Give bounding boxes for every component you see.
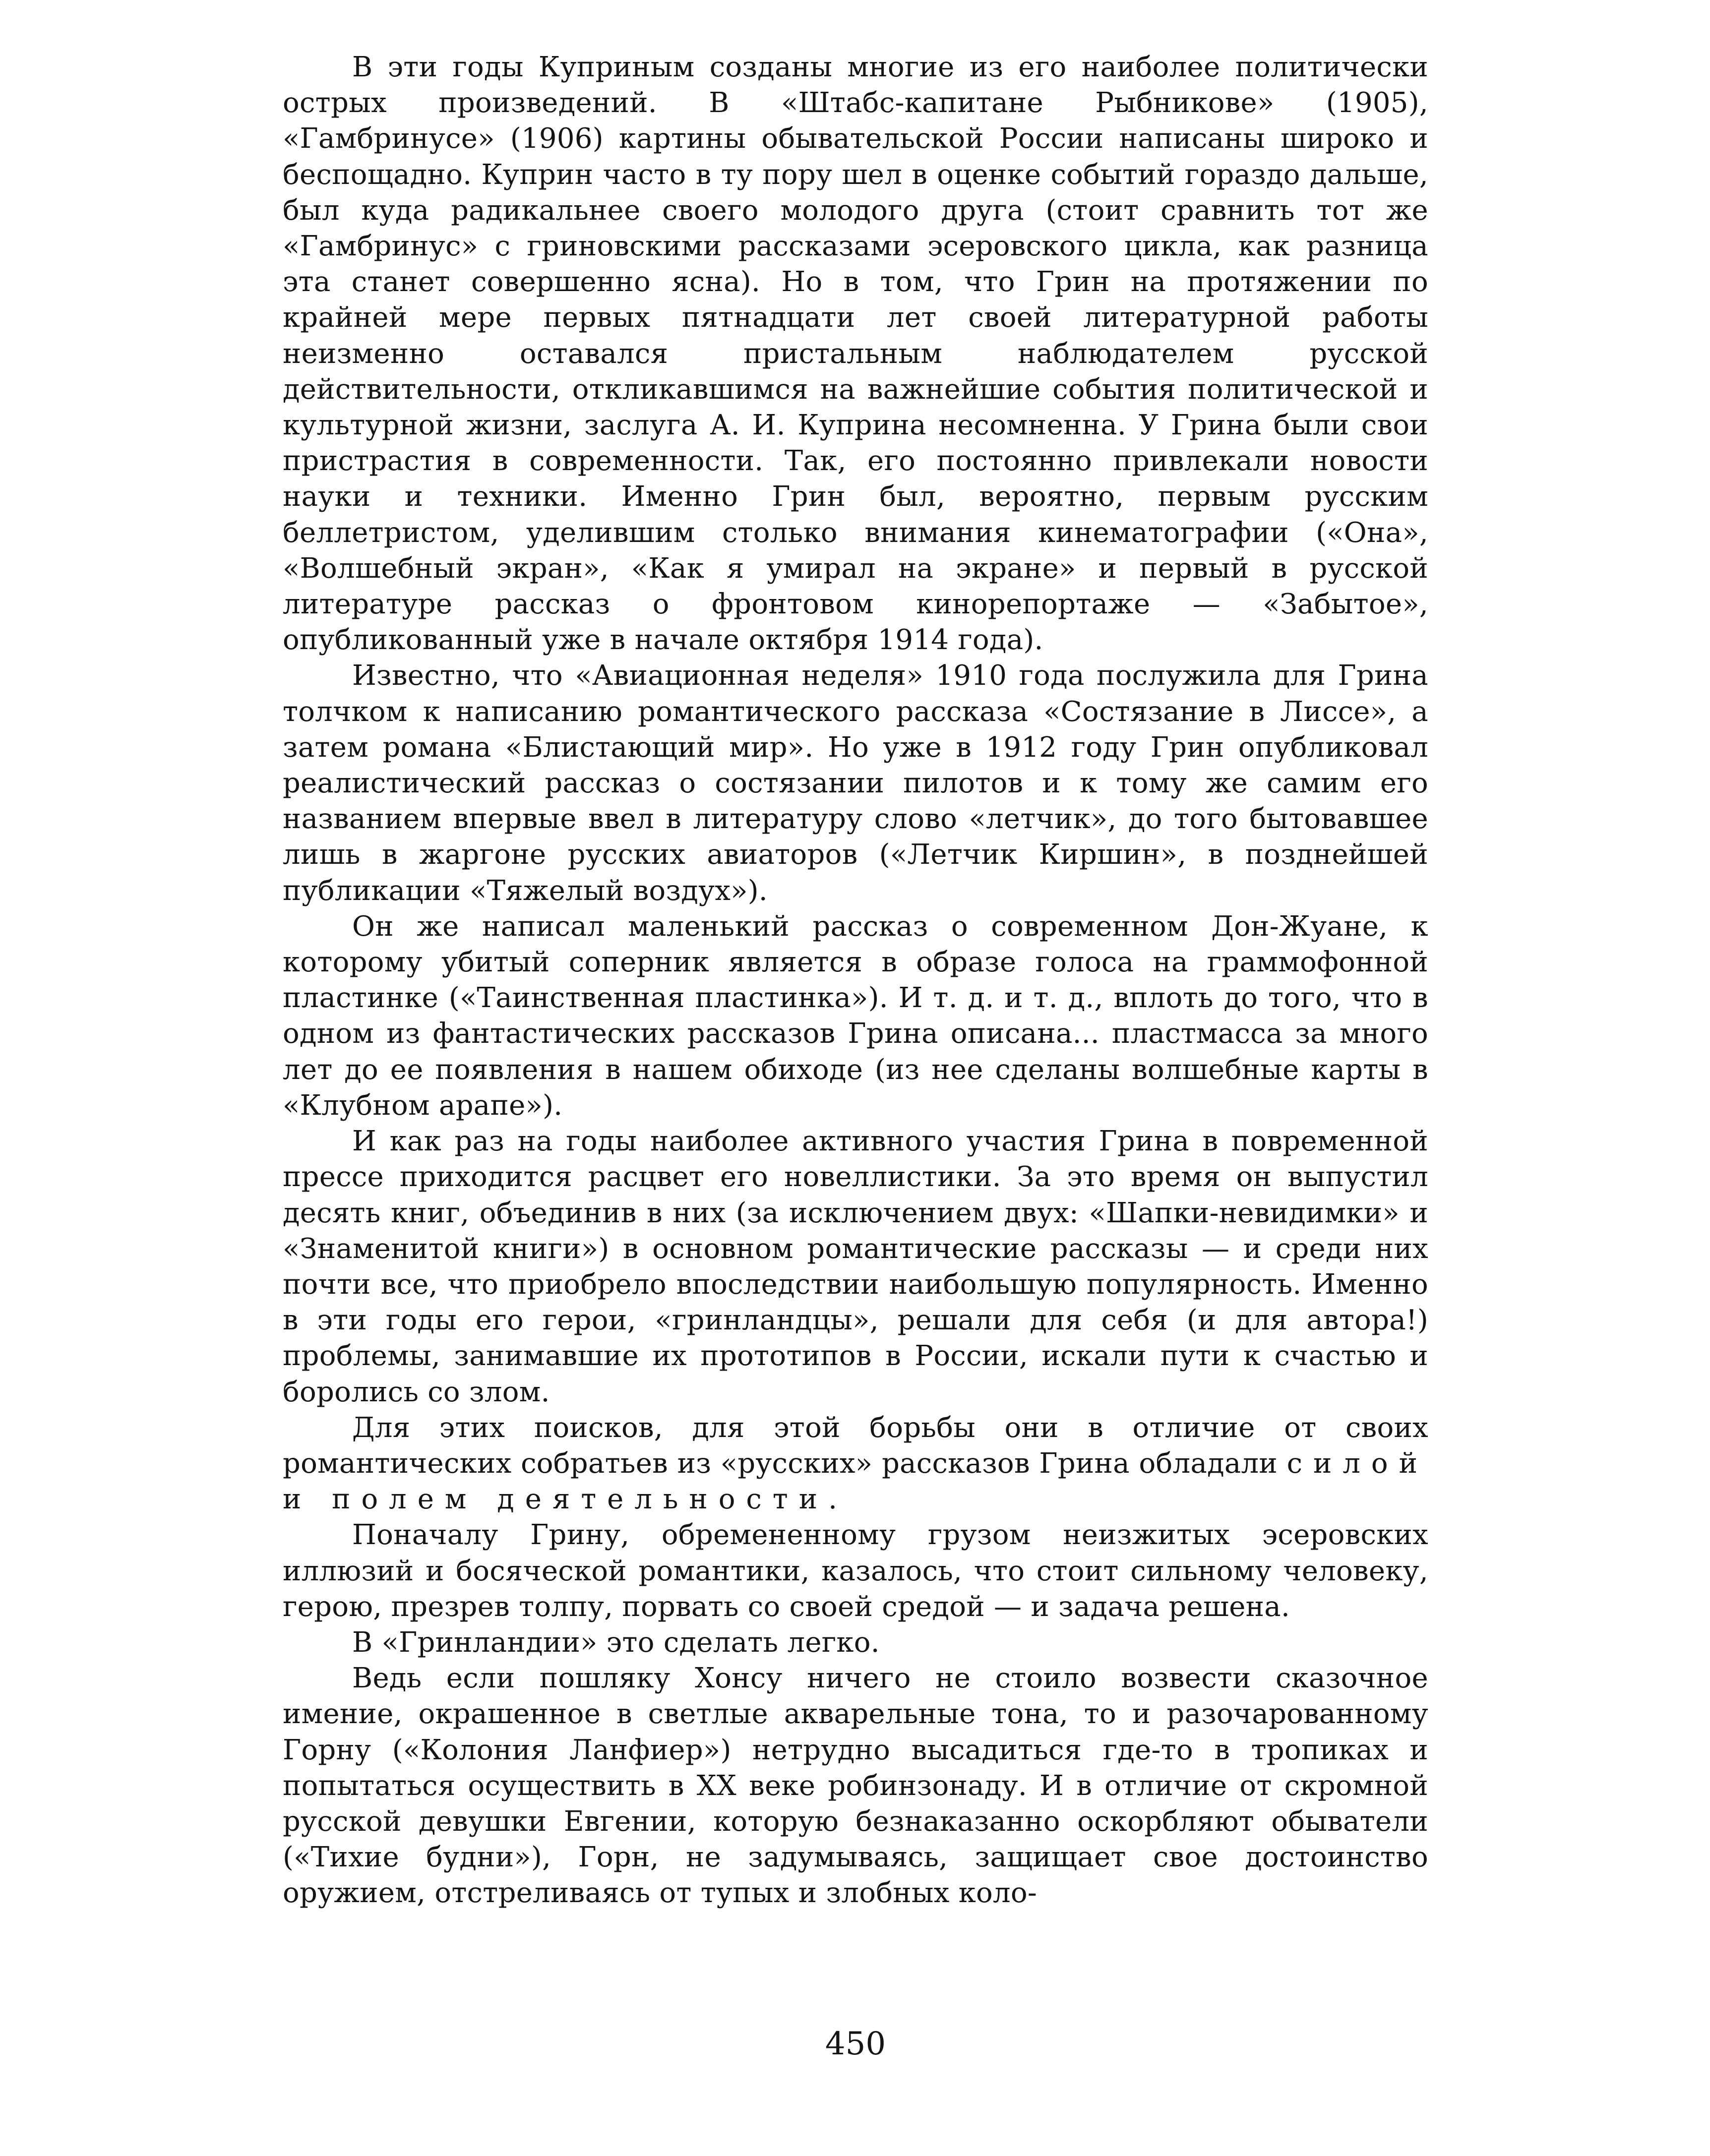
paragraph-5 [283, 1410, 1428, 1518]
paragraph-5-spaced-emphasis: силой и полем деятельности [283, 1447, 1428, 1516]
paragraph-7: В «Гринландии» это сделать легко. [352, 1626, 880, 1659]
paragraph-4: И как раз на годы наиболее активного участия Грина в повременной прессе приходится расцвет его новеллистики. За это время он выпустил десять книг, объединив в них (за исключением двух: «Шапки-невидимки» и «Знаменитой книги») в основном романтические рассказы — и среди них почти все, что приобрело впоследствии наибольшую популярность. Именно в эти годы его герои, «гринландцы», решали для себя (и для автора!) проблемы, занимавшие их прототипов в России, искали пути к счастью и боролись со злом. [283, 1125, 1428, 1408]
paragraph-8: Ведь если пошляку Хонсу ничего не стоило возвести сказочное имение, окрашенное в светлые акварельные тона, то и разочарованному Горну («Колония Ланфиер») нетрудно высадиться где-то в тропиках и попытаться осуществить в XX веке робинзонаду. И в отличие от скромной русской девушки Евгении, которую безнаказанно оскорбляют обыватели («Тихие будни»), Горн, не задумываясь, защищает свое достоинство оружием, отстреливаясь от тупых и злобных коло- [283, 1662, 1428, 1910]
page-number: 450 [825, 2026, 886, 2062]
paragraph-5-before: Для этих поисков, для этой борьбы они в отличие от своих романтических собратьев из «русских» рассказов Грина обладали [283, 1411, 1428, 1480]
paragraph-1: В эти годы Куприным созданы многие из его наиболее политически острых произведений. В «Штабс-капитане Рыбникове» (1905), «Гамбринусе» (1906) картины обывательской России написаны широко и беспощадно. Куприн часто в ту пору шел в оценке событий гораздо дальше, был куда радикальнее своего молодого друга (стоит сравнить тот же «Гамбринус» с гриновскими рассказами эсеровского цикла, как разница эта станет совершенно ясна). Но в том, что Грин на протяжении по крайней мере первых пятнадцати лет своей литературной работы неизменно оставался пристальным наблюдателем русской действительности, откликавшимся на важнейшие события политической и культурной жизни, заслуга А. И. Куприна несомненна. У Грина были свои пристрастия в современности. Так, его постоянно привлекали новости науки и техники. Именно Грин был, вероятно, первым русским беллетристом, уделившим столько внимания кинематографии («Она», «Волшебный экран», «Как я умирал на экране» и первый в русской литературе рассказ о фронтовом кинорепортаже — «Забытое», опубликованный уже в начале октября 1914 года). [283, 51, 1428, 657]
book-page [283, 50, 1428, 2062]
paragraph-5-after: . [828, 1483, 838, 1516]
paragraph-2: Известно, что «Авиационная неделя» 1910 года послужила для Грина толчком к написанию романтического рассказа «Состязание в Лиссе», а затем романа «Блистающий мир». Но уже в 1912 году Грин опубликовал реалистический рассказ о состязании пилотов и к тому же самим его названием впервые ввел в литературу слово «летчик», до того бытовавшее лишь в жаргоне русских авиаторов («Летчик Киршин», в позднейшей публикации «Тяжелый воздух»). [283, 659, 1428, 907]
body-text [283, 50, 1428, 1912]
paragraph-3: Он же написал маленький рассказ о современном Дон-Жуане, к которому убитый соперник является в образе голоса на граммофонной пластинке («Таинственная пластинка»). И т. д. и т. д., вплоть до того, что в одном из фантастических рассказов Грина описана... пластмасса за много лет до ее появления в нашем обиходе (из нее сделаны волшебные карты в «Клубном арапе»). [283, 910, 1428, 1122]
paragraph-6: Поначалу Грину, обремененному грузом неизжитых эсеровских иллюзий и босяческой романтики, казалось, что стоит сильному человеку, герою, презрев толпу, порвать со своей средой — и задача решена. [283, 1519, 1428, 1623]
